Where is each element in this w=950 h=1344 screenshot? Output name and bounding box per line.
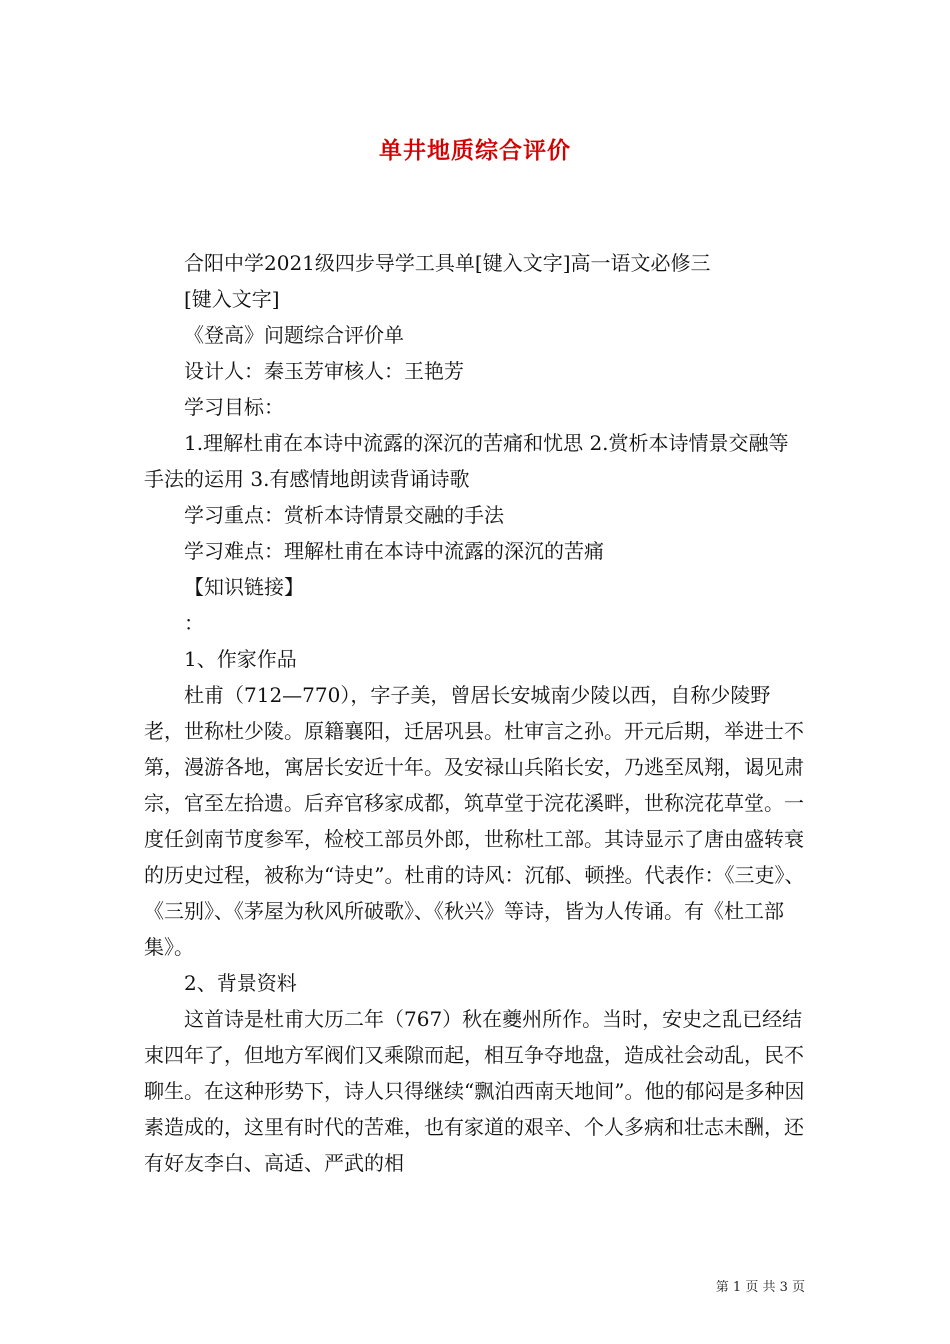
paragraph-key-point: 学习重点：赏析本诗情景交融的手法 bbox=[184, 503, 504, 527]
page-number-footer: 第 1 页 共 3 页 bbox=[715, 1280, 805, 1295]
paragraph-sheet-title: 《登高》问题综合评价单 bbox=[184, 323, 404, 347]
document-title: 单井地质综合评价 bbox=[379, 137, 571, 164]
paragraph-background-heading: 2、背景资料 bbox=[184, 971, 297, 995]
paragraph-author-bio: 杜甫（712—770），字子美，曾居长安城南少陵以西，自称少陵野老，世称杜少陵。原籍襄阳，迁居巩县。杜审言之孙。开元后期，举进士不第，漫游各地，寓居长安近十年。及安禄山兵陷长安，乃逃至凤翔，谒见肃宗，官至左拾遗。后弃官移家成都，筑草堂于浣花溪畔，世称浣花草堂。一度任剑南节度参军，检校工部员外郎，世称杜工部。其诗显示了唐由盛转衰的历史过程，被称为“诗史”。杜甫的诗风：沉郁、顿挫。代表作：《三吏》、《三别》、《茅屋为秋风所破歌》、《秋兴》等诗，皆为人传诵。有《杜工部集》。 bbox=[144, 683, 805, 959]
paragraph-background: 这首诗是杜甫大历二年（767）秋在夔州所作。当时，安史之乱已经结束四年了，但地方军阀们又乘隙而起，相互争夺地盘，造成社会动乱，民不聊生。在这种形势下，诗人只得继续“飘泊西南天地间”。他的郁闷是多种因素造成的，这里有时代的苦难，也有家道的艰辛、个人多病和壮志未酬，还有好友李白、高适、严武的相 bbox=[144, 1007, 805, 1175]
paragraph-author-heading: 1、作家作品 bbox=[184, 647, 297, 671]
paragraph-placeholder: [键入文字] bbox=[184, 287, 280, 311]
paragraph-school-header: 合阳中学2021级四步导学工具单[键入文字]高一语文必修三 bbox=[184, 251, 711, 275]
paragraph-knowledge-link: 【知识链接】 bbox=[184, 575, 304, 599]
paragraph-colon: ： bbox=[184, 611, 204, 635]
paragraph-goals-heading: 学习目标： bbox=[184, 395, 284, 419]
paragraph-goals: 1.理解杜甫在本诗中流露的深沉的苦痛和忧思 2.赏析本诗情景交融等手法的运用 3.有感情地朗读背诵诗歌 bbox=[144, 431, 789, 491]
paragraph-difficulty: 学习难点：理解杜甫在本诗中流露的深沉的苦痛 bbox=[184, 539, 604, 563]
document-body bbox=[144, 245, 806, 1181]
paragraph-designers: 设计人：秦玉芳审核人：王艳芳 bbox=[184, 359, 464, 383]
